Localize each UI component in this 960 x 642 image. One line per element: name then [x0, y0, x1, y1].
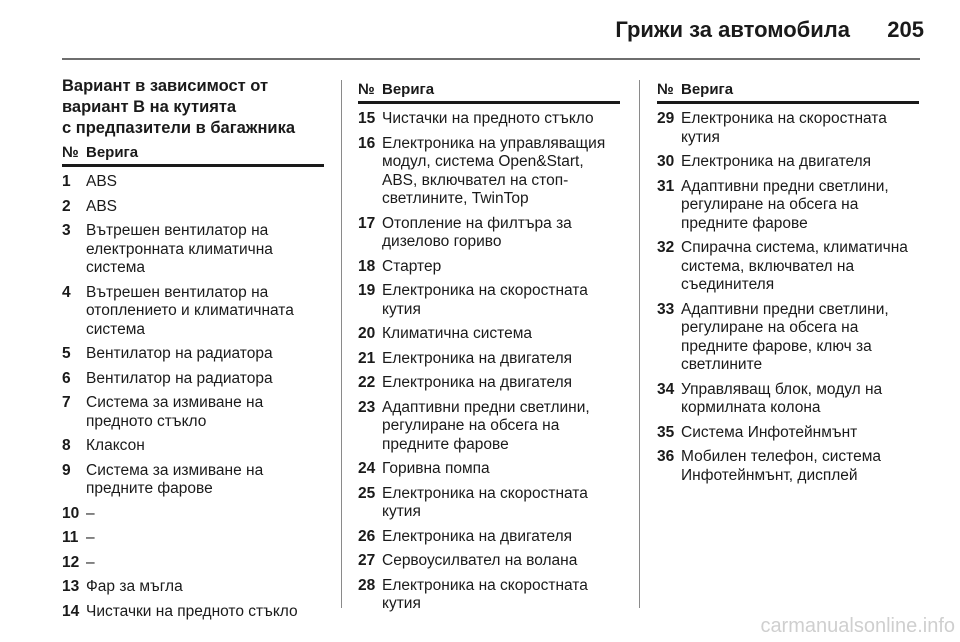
- table-row: [657, 448, 919, 485]
- fuse-list: [358, 110, 620, 614]
- fuse-number: 27: [358, 552, 376, 569]
- table-row: [62, 394, 324, 431]
- table-row: [358, 258, 620, 277]
- fuse-circuit: ABS: [86, 173, 118, 190]
- fuse-circuit: Електроника на двигателя: [382, 527, 573, 545]
- fuse-number: 17: [358, 214, 376, 232]
- fuse-number: 23: [358, 398, 376, 416]
- page-title: Грижи за автомобила: [615, 17, 850, 42]
- column-2: [358, 80, 620, 620]
- watermark: carmanualsonline.info: [760, 615, 955, 637]
- column-divider-1: [341, 80, 342, 608]
- fuse-number: 34: [657, 380, 675, 398]
- fuse-number: 13: [62, 578, 80, 595]
- fuse-circuit: Вътрешен вентилатор на електронната климатична система: [86, 222, 273, 276]
- fuse-number: 18: [358, 257, 376, 275]
- fuse-circuit: Спирачна система, климатична система, включвател на съединителя: [681, 239, 908, 293]
- fuse-circuit: Електроника на двигателя: [681, 153, 872, 170]
- table-row: [358, 577, 620, 614]
- fuse-number: 10: [62, 504, 80, 522]
- fuse-number: 36: [657, 448, 675, 465]
- fuse-number: 32: [657, 239, 675, 256]
- fuse-number: 24: [358, 460, 376, 477]
- fuse-circuit: Електроника на двигателя: [382, 349, 573, 367]
- fuse-circuit: Система Инфотейнмънт: [681, 423, 858, 441]
- fuse-number: 20: [358, 325, 376, 342]
- fuse-number: 7: [62, 394, 71, 411]
- table-row: [358, 374, 620, 393]
- fuse-circuit: Вътрешен вентилатор на отоплението и климатичната система: [86, 283, 294, 338]
- column-header-number: №: [358, 81, 375, 98]
- fuse-number: 9: [62, 461, 71, 479]
- fuse-number: 22: [358, 374, 376, 391]
- table-row: [62, 173, 324, 192]
- page-number: 205: [887, 17, 924, 42]
- table-row: [62, 437, 324, 456]
- table-row: [62, 578, 324, 597]
- table-row: [62, 529, 324, 548]
- fuse-circuit: Стартер: [382, 257, 442, 275]
- fuse-number: 21: [358, 349, 376, 367]
- fuse-circuit: Чистачки на предното стъкло: [382, 110, 594, 127]
- section-heading-line-1: Вариант в зависимост от: [62, 77, 269, 95]
- table-row: [657, 178, 919, 234]
- fuse-circuit: Система за измиване на предните фарове: [86, 461, 264, 497]
- table-header: [62, 143, 324, 167]
- fuse-number: 35: [657, 423, 675, 441]
- column-1: [62, 76, 324, 627]
- fuse-circuit: Система за измиване на предното стъкло: [86, 394, 264, 430]
- fuse-number: 3: [62, 222, 71, 239]
- column-header-number: №: [62, 144, 79, 161]
- fuse-number: 30: [657, 153, 675, 170]
- fuse-circuit: Адаптивни предни светлини, регулиране на обсега на предните фарове: [382, 398, 590, 453]
- table-row: [657, 239, 919, 295]
- fuse-number: 5: [62, 345, 71, 362]
- fuse-circuit: Електроника на скоростната кутия: [382, 576, 588, 612]
- fuse-circuit: ABS: [86, 197, 118, 215]
- table-row: [358, 552, 620, 571]
- fuse-circuit: Сервоусилвател на волана: [382, 552, 578, 569]
- table-row: [62, 345, 324, 364]
- column-header-circuit: Верига: [382, 81, 435, 98]
- fuse-number: 26: [358, 527, 376, 545]
- header-divider: [62, 58, 920, 60]
- table-row: [358, 215, 620, 252]
- fuse-number: 8: [62, 437, 71, 454]
- table-row: [358, 135, 620, 209]
- table-row: [62, 198, 324, 217]
- table-row: [358, 528, 620, 547]
- column-header-number: №: [657, 81, 674, 98]
- fuse-circuit: Вентилатор на радиатора: [86, 345, 273, 362]
- fuse-number: 19: [358, 282, 376, 299]
- table-row: [657, 381, 919, 418]
- fuse-circuit: Електроника на скоростната кутия: [382, 282, 588, 318]
- section-heading-line-3: с предпазители в багажника: [62, 119, 295, 137]
- fuse-number: 11: [62, 529, 79, 546]
- fuse-circuit: Адаптивни предни светлини, регулиране на обсега на предните фарове: [681, 177, 889, 232]
- fuse-circuit: Мобилен телефон, система Инфотейнмънт, дисплей: [681, 448, 881, 484]
- table-header: [358, 80, 620, 104]
- fuse-circuit: –: [86, 504, 95, 522]
- table-row: [62, 603, 324, 622]
- table-row: [358, 325, 620, 344]
- table-row: [358, 350, 620, 369]
- fuse-number: 16: [358, 134, 376, 152]
- table-header: [657, 80, 919, 104]
- table-row: [358, 110, 620, 129]
- table-row: [62, 222, 324, 278]
- fuse-list: [657, 110, 919, 485]
- fuse-circuit: –: [86, 529, 95, 546]
- fuse-number: 6: [62, 369, 71, 387]
- table-row: [358, 485, 620, 522]
- fuse-circuit: Фар за мъгла: [86, 578, 183, 595]
- section-heading-line-2: вариант B на кутията: [62, 98, 237, 116]
- fuse-circuit: Климатична система: [382, 325, 532, 342]
- table-row: [62, 462, 324, 499]
- table-row: [62, 505, 324, 524]
- fuse-number: 28: [358, 576, 376, 594]
- table-row: [657, 110, 919, 147]
- table-row: [657, 153, 919, 172]
- fuse-circuit: Електроника на скоростната кутия: [382, 484, 588, 520]
- fuse-circuit: –: [86, 553, 95, 571]
- column-header-circuit: Верига: [681, 81, 734, 98]
- fuse-number: 33: [657, 300, 675, 318]
- fuse-number: 14: [62, 602, 80, 620]
- fuse-number: 29: [657, 110, 675, 127]
- fuse-number: 15: [358, 110, 376, 127]
- fuse-circuit: Чистачки на предното стъкло: [86, 602, 298, 620]
- fuse-number: 4: [62, 283, 71, 301]
- fuse-number: 31: [657, 177, 675, 195]
- fuse-circuit: Управляващ блок, модул на кормилната колона: [681, 380, 883, 416]
- fuse-list: [62, 173, 324, 621]
- table-row: [657, 301, 919, 375]
- fuse-circuit: Горивна помпа: [382, 460, 490, 477]
- table-row: [358, 282, 620, 319]
- fuse-circuit: Отопление на филтъра за дизелово гориво: [382, 214, 572, 250]
- table-row: [62, 370, 324, 389]
- section-heading: [62, 76, 324, 139]
- fuse-number: 1: [62, 173, 71, 190]
- fuse-circuit: Клаксон: [86, 437, 145, 454]
- fuse-circuit: Вентилатор на радиатора: [86, 369, 273, 387]
- fuse-circuit: Адаптивни предни светлини, регулиране на обсега на предните фарове, ключ за светлините: [681, 300, 889, 373]
- fuse-circuit: Електроника на скоростната кутия: [681, 110, 887, 146]
- table-row: [358, 399, 620, 455]
- column-3: [657, 80, 919, 491]
- fuse-number: 2: [62, 197, 71, 215]
- fuse-circuit: Електроника на двигателя: [382, 374, 573, 391]
- table-row: [62, 284, 324, 340]
- table-row: [62, 554, 324, 573]
- table-row: [657, 424, 919, 443]
- column-header-circuit: Верига: [86, 144, 139, 161]
- fuse-number: 25: [358, 484, 376, 502]
- table-row: [358, 460, 620, 479]
- column-divider-2: [639, 80, 640, 608]
- fuse-number: 12: [62, 553, 80, 571]
- fuse-circuit: Електроника на управляващия модул, система Open&Start, ABS, включвател на стоп-светлините, TwinTop: [382, 134, 606, 207]
